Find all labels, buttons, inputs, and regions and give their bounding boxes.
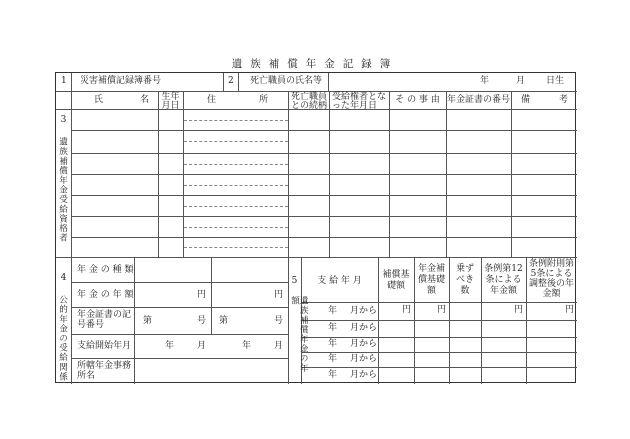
header-name-b: 名 — [140, 95, 150, 105]
period-year-label: 年 — [328, 306, 338, 316]
yen-unit: 円 — [402, 305, 412, 315]
header-supplementary-a: 条例附則第 — [528, 259, 574, 269]
header-article12-a: 条例第12 — [484, 264, 523, 274]
header-reason: そ の 事 由 — [395, 95, 440, 105]
period-month-from-label: 月から — [350, 323, 378, 333]
header-remarks-b: 考 — [559, 95, 569, 105]
header-supplementary-d: 金額 — [542, 289, 561, 299]
disaster-id-label: 災害補償記録簿番号 — [80, 76, 162, 86]
section-3-number: 3 — [60, 115, 67, 125]
payment-start-label: 支給開始年月 — [77, 341, 132, 351]
header-multiplier-c: 数 — [460, 286, 470, 296]
section-4-number: 4 — [60, 273, 67, 283]
header-supplementary-b: 5条による — [530, 269, 573, 279]
period-month-from-label: 月から — [350, 339, 378, 349]
dai-label: 第 — [143, 316, 153, 326]
header-compensation-base-a: 補償基 — [382, 270, 410, 280]
period-year-label: 年 — [328, 354, 338, 364]
pension-kind-label: 年 金 の 種 類 — [77, 265, 134, 275]
header-relation-a: 死亡職員 — [290, 92, 327, 102]
header-multiplier-b: べき — [455, 275, 474, 285]
disaster-id-field[interactable] — [158, 74, 222, 90]
header-payment-period: 支 給 年 月 — [317, 276, 362, 286]
pension-amount-label: 年 金 の 年 額 — [77, 290, 134, 300]
year-label: 年 — [242, 341, 252, 351]
header-remarks-a: 備 — [521, 95, 531, 105]
deceased-name-field[interactable] — [330, 74, 480, 90]
birth-day-label: 日生 — [546, 76, 565, 86]
month-label: 月 — [274, 341, 284, 351]
pension-office-label-a: 所轄年金事務 — [77, 361, 132, 371]
pension-office-label-b: 所名 — [77, 371, 96, 381]
header-pension-base-a: 年金補 — [417, 264, 445, 274]
year-label: 年 — [165, 341, 175, 351]
header-supplementary-c: 調整後の年 — [528, 279, 574, 289]
item-number-1: 1 — [61, 76, 67, 86]
yen-unit: 円 — [197, 290, 207, 300]
header-name-a: 氏 — [94, 95, 104, 105]
header-birth-b: 月日 — [161, 101, 180, 111]
birth-month-label: 月 — [516, 76, 526, 86]
yen-unit: 円 — [274, 290, 284, 300]
go-label: 号 — [274, 316, 284, 326]
section-4-label: 公的年金の受給関係 — [57, 295, 68, 382]
section-5-number: 5 — [291, 276, 298, 286]
header-article12-b: 条による — [485, 275, 522, 285]
header-article12-c: 年金額 — [489, 286, 517, 296]
register-form — [55, 72, 576, 383]
period-year-label: 年 — [328, 339, 338, 349]
yen-unit: 円 — [565, 305, 575, 315]
cert-number-label-a: 年金証書の記 — [77, 310, 132, 320]
header-cert-number: 年金証書の番号 — [446, 95, 510, 105]
section-3-label: 遺族補償年金受給資格者 — [57, 137, 68, 243]
deceased-name-label: 死亡職員の氏名等 — [250, 76, 323, 86]
period-year-label: 年 — [328, 323, 338, 333]
header-relation-b: との続柄 — [290, 101, 327, 111]
period-year-label: 年 — [328, 370, 338, 380]
header-address-b: 所 — [259, 95, 269, 105]
period-month-from-label: 月から — [350, 354, 378, 364]
header-became-b: った年月日 — [332, 101, 378, 111]
header-became-a: 受給権者とな — [332, 92, 387, 102]
birth-year-label: 年 — [480, 76, 490, 86]
yen-unit: 円 — [437, 305, 447, 315]
header-pension-base-c: 額 — [426, 286, 436, 296]
dai-label: 第 — [219, 316, 229, 326]
cert-number-label-b: 号番号 — [77, 320, 105, 330]
period-month-from-label: 月から — [350, 306, 378, 316]
header-compensation-base-b: 礎額 — [386, 281, 405, 291]
header-multiplier-a: 乗ず — [455, 264, 474, 274]
yen-unit: 円 — [514, 305, 524, 315]
header-birth-a: 生年 — [161, 92, 180, 102]
header-pension-base-b: 償基礎 — [417, 275, 445, 285]
period-month-from-label: 月から — [350, 370, 378, 380]
section-5-label: 遺族補償年金の年額 — [289, 296, 309, 373]
item-number-2: 2 — [228, 76, 234, 86]
page-title: 遺族補償年金記録簿 — [231, 58, 399, 70]
month-label: 月 — [197, 341, 207, 351]
go-label: 号 — [197, 316, 207, 326]
header-address-a: 住 — [207, 95, 217, 105]
